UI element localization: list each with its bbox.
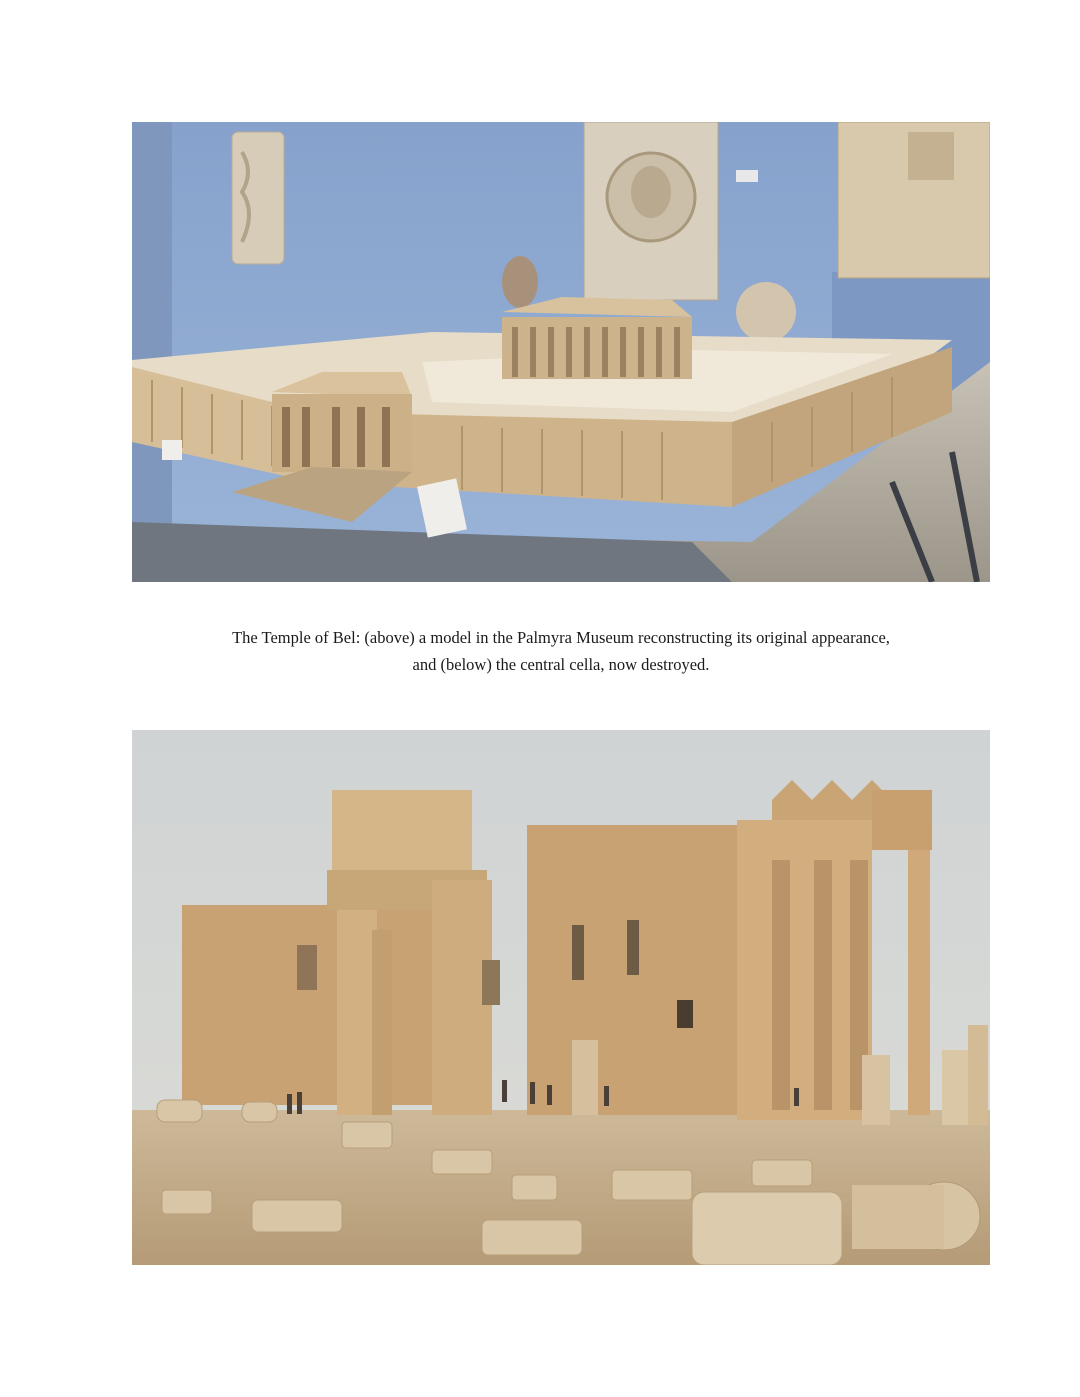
figure-caption [132, 624, 990, 678]
temple-model-photo [132, 122, 990, 582]
cella-ruins-photo [132, 730, 990, 1265]
caption-line-1: The Temple of Bel: (above) a model in the Palmyra Museum reconstructing its original appearance, [232, 628, 890, 647]
temple-model-illustration [132, 122, 990, 582]
cella-ruins-illustration [132, 730, 990, 1265]
caption-line-2: and (below) the central cella, now destroyed. [412, 655, 710, 674]
